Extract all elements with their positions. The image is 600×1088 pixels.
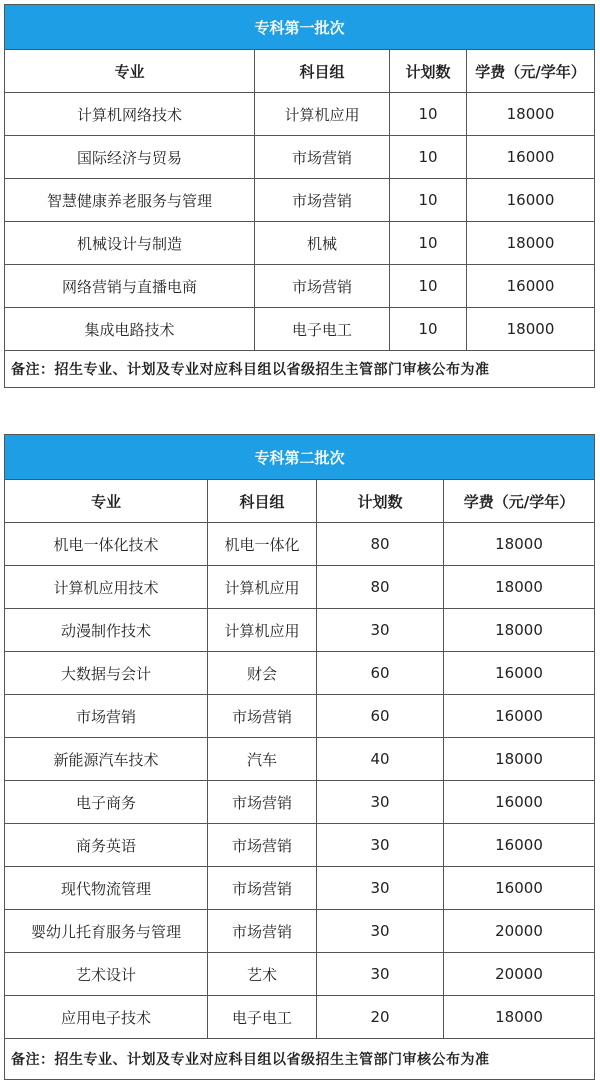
cell-subject-group: 艺术 [208, 953, 317, 996]
cell-plan-count: 30 [317, 953, 444, 996]
cell-tuition: 16000 [467, 179, 595, 222]
table-row [5, 910, 595, 953]
cell-plan-count: 30 [317, 824, 444, 867]
cell-tuition: 20000 [444, 910, 595, 953]
table-row [5, 738, 595, 781]
table-row [5, 222, 595, 265]
table-row [5, 652, 595, 695]
header-plan-count: 计划数 [390, 50, 467, 93]
cell-major: 婴幼儿托育服务与管理 [5, 910, 208, 953]
header-major: 专业 [5, 480, 208, 523]
cell-tuition: 16000 [444, 695, 595, 738]
header-tuition: 学费（元/学年） [444, 480, 595, 523]
header-subject-group: 科目组 [208, 480, 317, 523]
cell-plan-count: 40 [317, 738, 444, 781]
cell-tuition: 18000 [444, 609, 595, 652]
table-row [5, 695, 595, 738]
cell-subject-group: 市场营销 [255, 179, 390, 222]
cell-subject-group: 计算机应用 [208, 609, 317, 652]
cell-plan-count: 10 [390, 136, 467, 179]
table-row [5, 996, 595, 1039]
cell-plan-count: 20 [317, 996, 444, 1039]
cell-tuition: 20000 [444, 953, 595, 996]
table-note: 备注：招生专业、计划及专业对应科目组以省级招生主管部门审核公布为准 [5, 351, 595, 388]
cell-major: 市场营销 [5, 695, 208, 738]
cell-subject-group: 市场营销 [255, 136, 390, 179]
cell-tuition: 16000 [444, 652, 595, 695]
cell-tuition: 16000 [444, 824, 595, 867]
cell-plan-count: 10 [390, 265, 467, 308]
cell-tuition: 18000 [444, 566, 595, 609]
cell-tuition: 18000 [467, 222, 595, 265]
cell-subject-group: 市场营销 [208, 695, 317, 738]
cell-major: 艺术设计 [5, 953, 208, 996]
cell-subject-group: 市场营销 [208, 824, 317, 867]
table-row [5, 93, 595, 136]
cell-tuition: 18000 [444, 738, 595, 781]
table-row [5, 265, 595, 308]
table-title: 专科第二批次 [5, 435, 595, 480]
cell-plan-count: 80 [317, 566, 444, 609]
cell-major: 电子商务 [5, 781, 208, 824]
header-subject-group: 科目组 [255, 50, 390, 93]
header-plan-count: 计划数 [317, 480, 444, 523]
cell-subject-group: 市场营销 [255, 265, 390, 308]
cell-subject-group: 市场营销 [208, 781, 317, 824]
cell-major: 新能源汽车技术 [5, 738, 208, 781]
cell-major: 计算机应用技术 [5, 566, 208, 609]
header-major: 专业 [5, 50, 255, 93]
cell-major: 商务英语 [5, 824, 208, 867]
cell-major: 机械设计与制造 [5, 222, 255, 265]
cell-tuition: 18000 [467, 93, 595, 136]
cell-plan-count: 30 [317, 781, 444, 824]
cell-subject-group: 电子电工 [208, 996, 317, 1039]
table-row [5, 953, 595, 996]
table-row [5, 609, 595, 652]
cell-plan-count: 80 [317, 523, 444, 566]
table-header-row [5, 480, 595, 523]
cell-subject-group: 计算机应用 [208, 566, 317, 609]
table-row [5, 523, 595, 566]
table-row [5, 781, 595, 824]
cell-tuition: 18000 [444, 523, 595, 566]
cell-major: 计算机网络技术 [5, 93, 255, 136]
cell-subject-group: 机电一体化 [208, 523, 317, 566]
cell-subject-group: 计算机应用 [255, 93, 390, 136]
cell-major: 集成电路技术 [5, 308, 255, 351]
cell-major: 应用电子技术 [5, 996, 208, 1039]
first-batch-table [4, 4, 595, 388]
cell-tuition: 16000 [444, 867, 595, 910]
table-note: 备注：招生专业、计划及专业对应科目组以省级招生主管部门审核公布为准 [5, 1039, 595, 1080]
cell-plan-count: 60 [317, 652, 444, 695]
table-row [5, 824, 595, 867]
cell-major: 机电一体化技术 [5, 523, 208, 566]
cell-plan-count: 10 [390, 308, 467, 351]
cell-major: 国际经济与贸易 [5, 136, 255, 179]
cell-plan-count: 10 [390, 93, 467, 136]
cell-subject-group: 财会 [208, 652, 317, 695]
cell-tuition: 18000 [467, 308, 595, 351]
cell-subject-group: 市场营销 [208, 910, 317, 953]
cell-tuition: 16000 [444, 781, 595, 824]
cell-subject-group: 汽车 [208, 738, 317, 781]
cell-plan-count: 60 [317, 695, 444, 738]
cell-subject-group: 市场营销 [208, 867, 317, 910]
cell-plan-count: 30 [317, 910, 444, 953]
cell-tuition: 18000 [444, 996, 595, 1039]
table-header-row [5, 50, 595, 93]
table-row [5, 308, 595, 351]
table-row [5, 566, 595, 609]
cell-plan-count: 10 [390, 179, 467, 222]
cell-major: 网络营销与直播电商 [5, 265, 255, 308]
cell-major: 动漫制作技术 [5, 609, 208, 652]
table-row [5, 867, 595, 910]
cell-tuition: 16000 [467, 136, 595, 179]
table-row [5, 179, 595, 222]
cell-plan-count: 30 [317, 867, 444, 910]
cell-major: 现代物流管理 [5, 867, 208, 910]
table-title: 专科第一批次 [5, 5, 595, 50]
cell-plan-count: 30 [317, 609, 444, 652]
table-row [5, 136, 595, 179]
second-batch-table [4, 434, 595, 1080]
header-tuition: 学费（元/学年） [467, 50, 595, 93]
cell-subject-group: 电子电工 [255, 308, 390, 351]
cell-major: 大数据与会计 [5, 652, 208, 695]
cell-subject-group: 机械 [255, 222, 390, 265]
cell-major: 智慧健康养老服务与管理 [5, 179, 255, 222]
cell-plan-count: 10 [390, 222, 467, 265]
cell-tuition: 16000 [467, 265, 595, 308]
